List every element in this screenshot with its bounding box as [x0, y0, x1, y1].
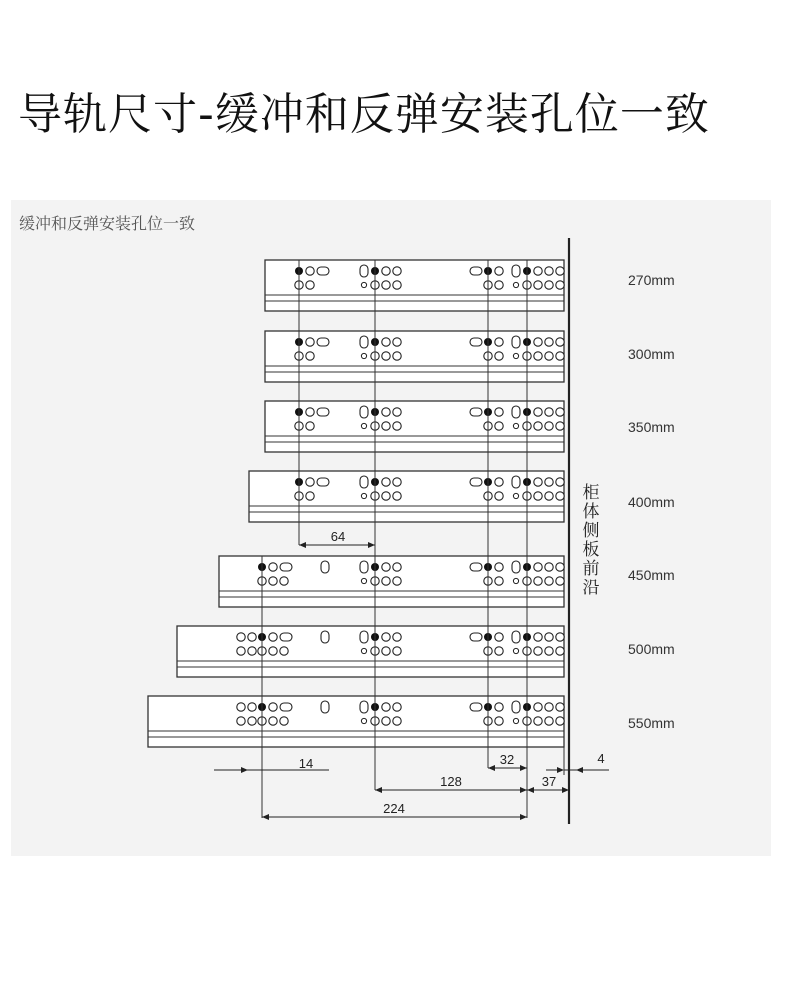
mounting-hole [556, 408, 564, 416]
mounting-hole [393, 267, 401, 275]
mounting-hole [248, 703, 256, 711]
mounting-hole [534, 422, 542, 430]
mounting-hole [393, 647, 401, 655]
mounting-hole-small [513, 493, 518, 498]
mounting-hole-small [513, 648, 518, 653]
mounting-hole [382, 563, 390, 571]
mounting-hole [495, 478, 503, 486]
mounting-hole [495, 703, 503, 711]
mounting-hole [545, 577, 553, 585]
mounting-slot [470, 408, 482, 416]
dimension-128: 128 [440, 774, 462, 789]
mounting-hole [382, 633, 390, 641]
page-title: 导轨尺寸-缓冲和反弹安装孔位一致 [18, 89, 710, 140]
mounting-slot [321, 561, 329, 573]
mounting-hole [382, 478, 390, 486]
mounting-hole [534, 577, 542, 585]
rail-length-label: 550mm [628, 715, 675, 731]
mounting-slot [512, 561, 520, 573]
mounting-hole [495, 408, 503, 416]
mounting-hole [545, 633, 553, 641]
mounting-hole [534, 478, 542, 486]
mounting-hole-small [361, 282, 366, 287]
mounting-hole [545, 408, 553, 416]
dimension-arrowhead [241, 767, 248, 773]
mounting-hole [382, 408, 390, 416]
mounting-hole [248, 647, 256, 655]
mounting-hole [534, 647, 542, 655]
dimension-arrowhead [557, 767, 564, 773]
mounting-hole [382, 267, 390, 275]
mounting-slot [512, 701, 520, 713]
dimension-32: 32 [499, 752, 515, 767]
mounting-hole [382, 647, 390, 655]
mounting-hole [280, 647, 288, 655]
mounting-hole [306, 492, 314, 500]
mounting-slot [360, 406, 368, 418]
mounting-hole [556, 703, 564, 711]
mounting-hole [545, 492, 553, 500]
dimension-arrowhead [368, 542, 375, 548]
dimension-224: 224 [383, 801, 405, 816]
mounting-hole [495, 577, 503, 585]
mounting-hole [393, 703, 401, 711]
mounting-hole [393, 577, 401, 585]
mounting-hole [545, 563, 553, 571]
mounting-hole [534, 703, 542, 711]
mounting-slot [470, 267, 482, 275]
mounting-hole [248, 717, 256, 725]
mounting-hole [382, 717, 390, 725]
mounting-hole-small [513, 423, 518, 428]
mounting-hole [556, 338, 564, 346]
mounting-hole [382, 492, 390, 500]
mounting-hole [306, 478, 314, 486]
mounting-hole [534, 563, 542, 571]
mounting-slot [470, 563, 482, 571]
mounting-hole [534, 281, 542, 289]
mounting-slot [317, 478, 329, 486]
mounting-hole [393, 281, 401, 289]
mounting-hole [556, 563, 564, 571]
mounting-hole [393, 633, 401, 641]
mounting-slot [317, 408, 329, 416]
mounting-hole [495, 563, 503, 571]
mounting-hole [393, 422, 401, 430]
mounting-hole [534, 352, 542, 360]
mounting-hole [534, 633, 542, 641]
mounting-hole [495, 647, 503, 655]
mounting-hole-small [361, 578, 366, 583]
mounting-hole [237, 633, 245, 641]
mounting-hole [495, 352, 503, 360]
mounting-hole [393, 717, 401, 725]
mounting-slot [470, 703, 482, 711]
mounting-hole-small [361, 423, 366, 428]
mounting-hole [545, 703, 553, 711]
mounting-hole [306, 408, 314, 416]
dimension-37: 37 [541, 774, 557, 789]
mounting-hole-small [513, 353, 518, 358]
mounting-hole [556, 633, 564, 641]
mounting-hole [248, 633, 256, 641]
mounting-hole [382, 338, 390, 346]
mounting-hole [269, 633, 277, 641]
mounting-hole [393, 352, 401, 360]
mounting-hole [237, 717, 245, 725]
mounting-hole [393, 408, 401, 416]
mounting-hole [382, 352, 390, 360]
mounting-hole [534, 717, 542, 725]
mounting-hole [393, 478, 401, 486]
mounting-hole [534, 267, 542, 275]
mounting-hole [545, 352, 553, 360]
rail-length-label: 500mm [628, 641, 675, 657]
mounting-hole [495, 281, 503, 289]
mounting-hole [556, 492, 564, 500]
dimension-arrowhead [520, 765, 527, 771]
mounting-hole [237, 647, 245, 655]
mounting-hole-small [361, 493, 366, 498]
mounting-hole [556, 422, 564, 430]
mounting-hole [545, 281, 553, 289]
mounting-hole [495, 717, 503, 725]
rail-length-label: 350mm [628, 419, 675, 435]
rail-length-label: 450mm [628, 567, 675, 583]
mounting-slot [321, 701, 329, 713]
mounting-hole [545, 338, 553, 346]
mounting-slot [360, 265, 368, 277]
mounting-slot [360, 561, 368, 573]
mounting-hole-small [513, 282, 518, 287]
mounting-slot [280, 563, 292, 571]
mounting-hole [269, 717, 277, 725]
mounting-slot [512, 336, 520, 348]
rail-length-label: 400mm [628, 494, 675, 510]
mounting-slot [360, 701, 368, 713]
dimension-arrowhead [375, 787, 382, 793]
mounting-hole [280, 577, 288, 585]
mounting-hole-small [513, 578, 518, 583]
mounting-hole [382, 577, 390, 585]
diagram-caption: 缓冲和反弹安装孔位一致 [19, 214, 196, 233]
mounting-hole [556, 478, 564, 486]
mounting-hole [556, 717, 564, 725]
mounting-slot [280, 703, 292, 711]
dimension-arrowhead [527, 787, 534, 793]
mounting-hole [545, 647, 553, 655]
mounting-slot [512, 631, 520, 643]
mounting-slot [470, 633, 482, 641]
mounting-slot [280, 633, 292, 641]
mounting-hole [269, 703, 277, 711]
mounting-hole [495, 492, 503, 500]
mounting-hole [495, 422, 503, 430]
mounting-hole [237, 703, 245, 711]
mounting-hole [306, 281, 314, 289]
mounting-slot [317, 267, 329, 275]
mounting-hole [556, 647, 564, 655]
mounting-hole-small [361, 648, 366, 653]
mounting-slot [360, 476, 368, 488]
cabinet-side-front-edge-label: 柜 体 侧 板 前 沿 [582, 483, 600, 598]
mounting-hole [306, 267, 314, 275]
mounting-hole [306, 352, 314, 360]
mounting-hole [382, 281, 390, 289]
mounting-slot [360, 631, 368, 643]
mounting-hole [382, 703, 390, 711]
mounting-hole [545, 478, 553, 486]
mounting-hole [393, 563, 401, 571]
rail-length-label: 300mm [628, 346, 675, 362]
mounting-hole-small [513, 718, 518, 723]
mounting-hole [534, 338, 542, 346]
mounting-hole [545, 267, 553, 275]
mounting-hole-small [361, 353, 366, 358]
dimension-arrowhead [576, 767, 583, 773]
mounting-hole [556, 281, 564, 289]
mounting-slot [512, 265, 520, 277]
mounting-hole [534, 492, 542, 500]
mounting-hole [393, 492, 401, 500]
mounting-hole [495, 633, 503, 641]
mounting-hole [382, 422, 390, 430]
mounting-hole [556, 267, 564, 275]
mounting-hole [556, 352, 564, 360]
dimension-arrowhead [488, 765, 495, 771]
mounting-slot [317, 338, 329, 346]
dimension-arrowhead [299, 542, 306, 548]
mounting-hole-small [361, 718, 366, 723]
diagram-panel [11, 200, 771, 856]
dimension-arrowhead [262, 814, 269, 820]
mounting-slot [512, 406, 520, 418]
mounting-hole [393, 338, 401, 346]
mounting-hole [269, 577, 277, 585]
mounting-hole [495, 267, 503, 275]
mounting-slot [321, 631, 329, 643]
mounting-hole [556, 577, 564, 585]
mounting-slot [470, 478, 482, 486]
mounting-hole [545, 717, 553, 725]
rail-drawing [11, 200, 771, 856]
dimension-4: 4 [597, 751, 605, 766]
mounting-slot [470, 338, 482, 346]
dimension-14: 14 [298, 756, 314, 771]
mounting-hole [280, 717, 288, 725]
mounting-slot [360, 336, 368, 348]
mounting-hole [306, 422, 314, 430]
dimension-arrowhead [520, 814, 527, 820]
mounting-hole [495, 338, 503, 346]
mounting-hole [306, 338, 314, 346]
mounting-hole [269, 563, 277, 571]
mounting-hole [269, 647, 277, 655]
rail-length-label: 270mm [628, 272, 675, 288]
dimension-64: 64 [330, 529, 346, 544]
mounting-slot [512, 476, 520, 488]
dimension-arrowhead [520, 787, 527, 793]
mounting-hole [545, 422, 553, 430]
mounting-hole [534, 408, 542, 416]
